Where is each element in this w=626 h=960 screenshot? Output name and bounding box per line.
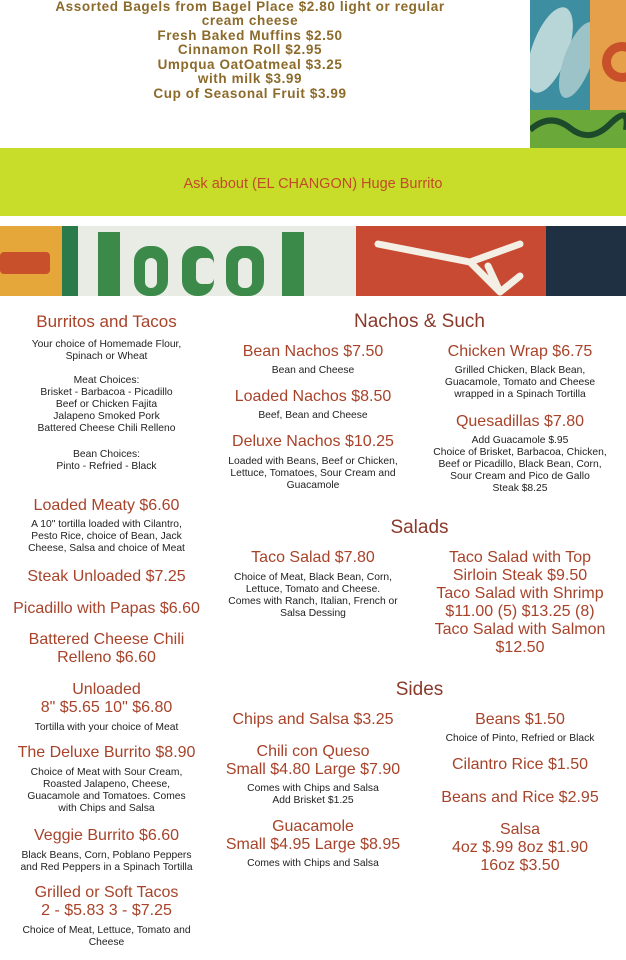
name-line: Taco Salad with Top (448, 549, 591, 566)
meat-choice: Beef or Chicken Fajita (55, 399, 158, 410)
bean-choice: Pinto - Refried - Black (56, 461, 157, 472)
sides-section-title: Sides (395, 679, 444, 700)
desc-line: Steak $8.25 (492, 483, 548, 494)
breakfast-item: Cup of Seasonal Fruit $3.99 (153, 86, 347, 101)
intro-line: Spinach or Wheat (65, 351, 148, 362)
menu-item-desc (0, 767, 213, 815)
desc-line: Cheese, Salsa and choice of Meat (28, 543, 185, 554)
menu-item-name: Chips and Salsa $3.25 (232, 711, 394, 728)
menu-item-name (0, 631, 213, 667)
menu-item-name (420, 549, 620, 657)
meat-choice: Brisket - Barbacoa - Picadillo (40, 387, 173, 398)
menu-item-desc (420, 365, 620, 401)
menu-item-desc: Tortilla with your choice of Meat (34, 722, 179, 733)
menu-item-desc (0, 850, 213, 874)
breakfast-item: cream cheese (201, 13, 299, 28)
menu-item-name: Bean Nachos $7.50 (242, 343, 384, 360)
name-line: Sirloin Steak $9.50 (452, 567, 588, 584)
meat-choice: Battered Cheese Chili Relleno (37, 423, 176, 434)
desc-line: Roasted Jalapeno, Cheese, (42, 779, 171, 790)
breakfast-item: Fresh Baked Muffins $2.50 (157, 28, 343, 43)
menu-item-name: Beans $1.50 (475, 711, 565, 728)
name-line: Unloaded (72, 681, 141, 698)
breakfast-item: with milk $3.99 (197, 71, 303, 86)
breakfast-item: Umpqua OatOatmeal $3.25 (157, 57, 343, 72)
menu-item-name: Loaded Meaty $6.60 (33, 497, 180, 514)
name-line: $11.00 (5) $13.25 (8) (445, 603, 595, 620)
desc-line: Grilled Chicken, Black Bean, (454, 365, 586, 376)
nachos-section-title: Nachos & Such (354, 311, 485, 332)
name-line: 8" $5.65 10" $6.80 (40, 699, 173, 716)
menu-item-name: The Deluxe Burrito $8.90 (17, 744, 196, 761)
menu-item-desc (420, 435, 620, 495)
menu-item-name (0, 681, 213, 717)
name-line: 2 - $5.83 3 - $7.25 (41, 902, 172, 919)
decorative-tile-image (530, 0, 626, 148)
desc-line: Cheese (88, 937, 125, 948)
name-line: Grilled or Soft Tacos (34, 884, 179, 901)
menu-item-name: Veggie Burrito $6.60 (34, 827, 179, 844)
name-line: Taco Salad with Salmon (434, 621, 606, 638)
promo-band (0, 148, 626, 216)
desc-line: Beef or Picadillo, Black Bean, Corn, (438, 459, 602, 470)
local-banner-image (0, 226, 626, 296)
name-line: Relleno $6.60 (57, 649, 156, 666)
menu-item-name: Beans and Rice $2.95 (441, 789, 599, 806)
menu-item-desc: Beef, Bean and Cheese (258, 410, 368, 421)
desc-line: Black Beans, Corn, Poblano Peppers (21, 850, 192, 861)
menu-item-name: Chicken Wrap $6.75 (447, 343, 593, 360)
menu-item-name (420, 821, 620, 875)
salads-section-title: Salads (390, 517, 449, 538)
burritos-intro (0, 339, 213, 363)
menu-item-name: Taco Salad $7.80 (251, 549, 375, 566)
desc-line: Choice of Meat with Sour Cream, (30, 767, 183, 778)
desc-line: Guacamole (286, 480, 340, 491)
desc-line: Salsa Dessing (280, 608, 346, 619)
desc-line: with Chips and Salsa (58, 803, 155, 814)
breakfast-section (0, 0, 530, 148)
name-line: Small $4.80 Large $7.90 (225, 761, 401, 778)
menu-item-name: Steak Unloaded $7.25 (27, 568, 186, 585)
menu-item-desc (213, 572, 413, 620)
desc-line: Lettuce, Tomato and Cheese. (245, 584, 381, 595)
desc-line: Comes with Chips and Salsa (247, 783, 379, 794)
desc-line: Choice of Meat, Black Bean, Corn, (234, 572, 392, 583)
desc-line: Sour Cream and Pico de Gallo (450, 471, 590, 482)
desc-line: and Red Peppers in a Spinach Tortilla (20, 862, 193, 873)
name-line: Small $4.95 Large $8.95 (225, 836, 401, 853)
menu-item-name (213, 818, 413, 854)
desc-line: Add Brisket $1.25 (272, 795, 354, 806)
menu-item-name: Cilantro Rice $1.50 (451, 756, 589, 773)
desc-line: Loaded with Beans, Beef or Chicken, (228, 456, 398, 467)
desc-line: Choice of Brisket, Barbacoa, Chicken, (433, 447, 607, 458)
breakfast-item: Assorted Bagels from Bagel Place $2.80 light or regular (55, 0, 445, 14)
menu-item-desc: Bean and Cheese (271, 365, 355, 376)
desc-line: A 10" tortilla loaded with Cilantro, (31, 519, 182, 530)
menu-item-name: Loaded Nachos $8.50 (234, 388, 392, 405)
name-line: 16oz $3.50 (480, 857, 560, 874)
desc-line: Comes with Ranch, Italian, French or (228, 596, 398, 607)
menu-item-desc (213, 456, 413, 492)
name-line: Taco Salad with Shrimp (436, 585, 604, 602)
name-line: $12.50 (495, 639, 545, 656)
name-line: Guacamole (272, 818, 354, 835)
desc-line: Choice of Meat, Lettuce, Tomato and (22, 925, 191, 936)
desc-line: wrapped in a Spinach Tortilla (454, 389, 586, 400)
name-line: 4oz $.99 8oz $1.90 (451, 839, 589, 856)
desc-line: Add Guacamole $.95 (471, 435, 569, 446)
bean-choices-heading: Bean Choices: (73, 449, 140, 460)
menu-item-name: Deluxe Nachos $10.25 (232, 433, 394, 450)
promo-text: Ask about (EL CHANGON) Huge Burrito (183, 176, 443, 192)
meat-choice: Jalapeno Smoked Pork (53, 411, 160, 422)
menu-item-name (213, 743, 413, 779)
menu-item-desc: Choice of Pinto, Refried or Black (445, 733, 595, 744)
menu-item-name: Picadillo with Papas $6.60 (13, 600, 200, 617)
name-line: Battered Cheese Chili (28, 631, 185, 648)
bean-choices (0, 449, 213, 473)
name-line: Chili con Queso (256, 743, 370, 760)
menu-item-desc: Comes with Chips and Salsa (247, 858, 379, 869)
desc-line: Guacamole and Tomatoes. Comes (27, 791, 186, 802)
menu-item-name (0, 884, 213, 920)
menu-item-desc (0, 519, 213, 555)
desc-line: Pesto Rice, choice of Bean, Jack (31, 531, 182, 542)
meat-choices-heading: Meat Choices: (73, 375, 140, 386)
intro-line: Your choice of Homemade Flour, (31, 339, 182, 350)
desc-line: Guacamole, Tomato and Cheese (444, 377, 596, 388)
name-line: Salsa (499, 821, 541, 838)
meat-choices (0, 375, 213, 435)
menu-item-name: Quesadillas $7.80 (455, 413, 585, 430)
breakfast-item: Cinnamon Roll $2.95 (177, 42, 323, 57)
burritos-section-title: Burritos and Tacos (36, 312, 177, 331)
menu-item-desc (0, 925, 213, 949)
desc-line: Lettuce, Tomatoes, Sour Cream and (230, 468, 396, 479)
menu-item-desc (213, 783, 413, 807)
